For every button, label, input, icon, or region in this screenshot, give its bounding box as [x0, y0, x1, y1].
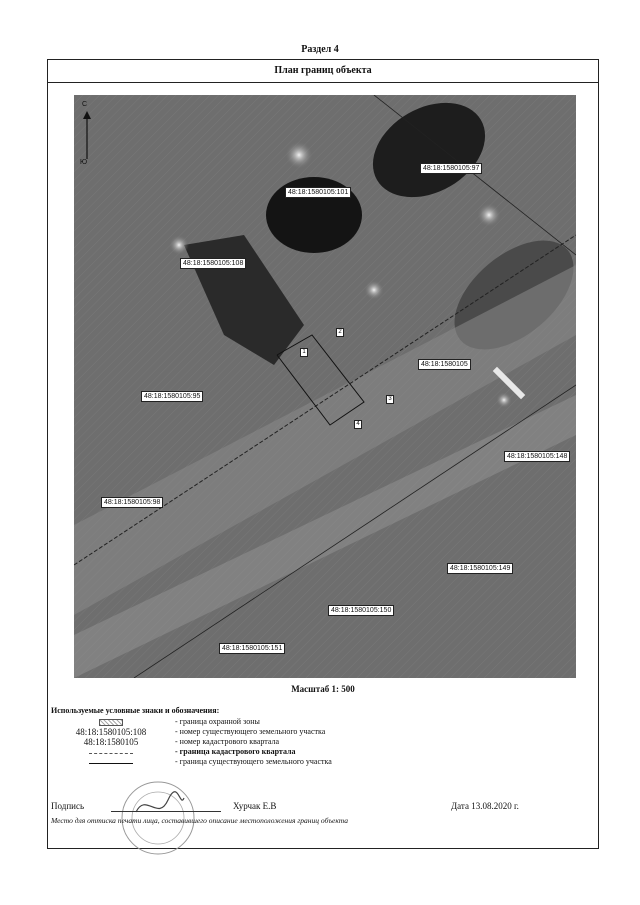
boundary-point: 4	[354, 420, 362, 429]
north-label: С	[82, 101, 88, 108]
legend-row	[51, 727, 591, 737]
signature-row	[51, 801, 591, 813]
parcel-label: 48:18:1580105:149	[447, 563, 513, 574]
signature-line	[111, 811, 221, 812]
parcel-label: 48:18:1580105:108	[180, 258, 246, 269]
scale-label: Масштаб 1: 500	[291, 684, 355, 694]
parcel-label: 48:18:1580105:148	[504, 451, 570, 462]
quarter-label: 48:18:1580105	[418, 359, 471, 370]
parcel-label: 48:18:1580105:151	[219, 643, 285, 654]
south-label: Ю	[80, 159, 88, 166]
legend-text: - граница существующего земельного участка	[175, 757, 332, 766]
boundary-point: 1	[300, 348, 308, 357]
parcel-label: 48:18:1580105:101	[285, 187, 351, 198]
map-imagery	[74, 95, 576, 678]
section-heading: Раздел 4	[301, 44, 339, 55]
legend-text: - граница охранной зоны	[175, 717, 260, 726]
legend	[51, 717, 591, 767]
parcel-label: 48:18:1580105:150	[328, 605, 394, 616]
boundary-point: 2	[336, 328, 344, 337]
stamp-note: Место для оттиска печати лица, составившего описание местоположения границ объекта	[51, 816, 349, 825]
signature-label: Подпись	[51, 801, 85, 811]
document-frame	[47, 59, 599, 849]
signer-name: Хурчак Е.В	[233, 801, 277, 811]
legend-row	[51, 757, 591, 767]
legend-text: - номер существующего земельного участка	[175, 727, 326, 736]
legend-row	[51, 737, 591, 747]
legend-title: Используемые условные знаки и обозначения:	[51, 706, 220, 715]
parcel-boundary-symbol	[51, 757, 171, 767]
boundary-point: 3	[386, 395, 394, 404]
parcel-label: 48:18:1580105:98	[101, 497, 163, 508]
parcel-label: 48:18:1580105:95	[141, 391, 203, 402]
signature-date: Дата 13.08.2020 г.	[451, 801, 519, 811]
arrow-icon	[82, 111, 92, 161]
legend-text: - граница кадастрового квартала	[175, 747, 296, 756]
parcel-label: 48:18:1580105:97	[420, 163, 482, 174]
aerial-map[interactable]	[74, 95, 576, 678]
legend-row	[51, 747, 591, 757]
zone-boundary-symbol	[51, 717, 171, 727]
legend-row	[51, 717, 591, 727]
quarter-number-symbol: 48:18:1580105	[83, 737, 139, 747]
plan-title: План границ объекта	[48, 60, 598, 83]
parcel-number-symbol: 48:18:1580105:108	[75, 727, 147, 737]
legend-text: - номер кадастрового квартала	[175, 737, 280, 746]
quarter-boundary-symbol	[51, 747, 171, 757]
north-arrow	[80, 101, 96, 171]
